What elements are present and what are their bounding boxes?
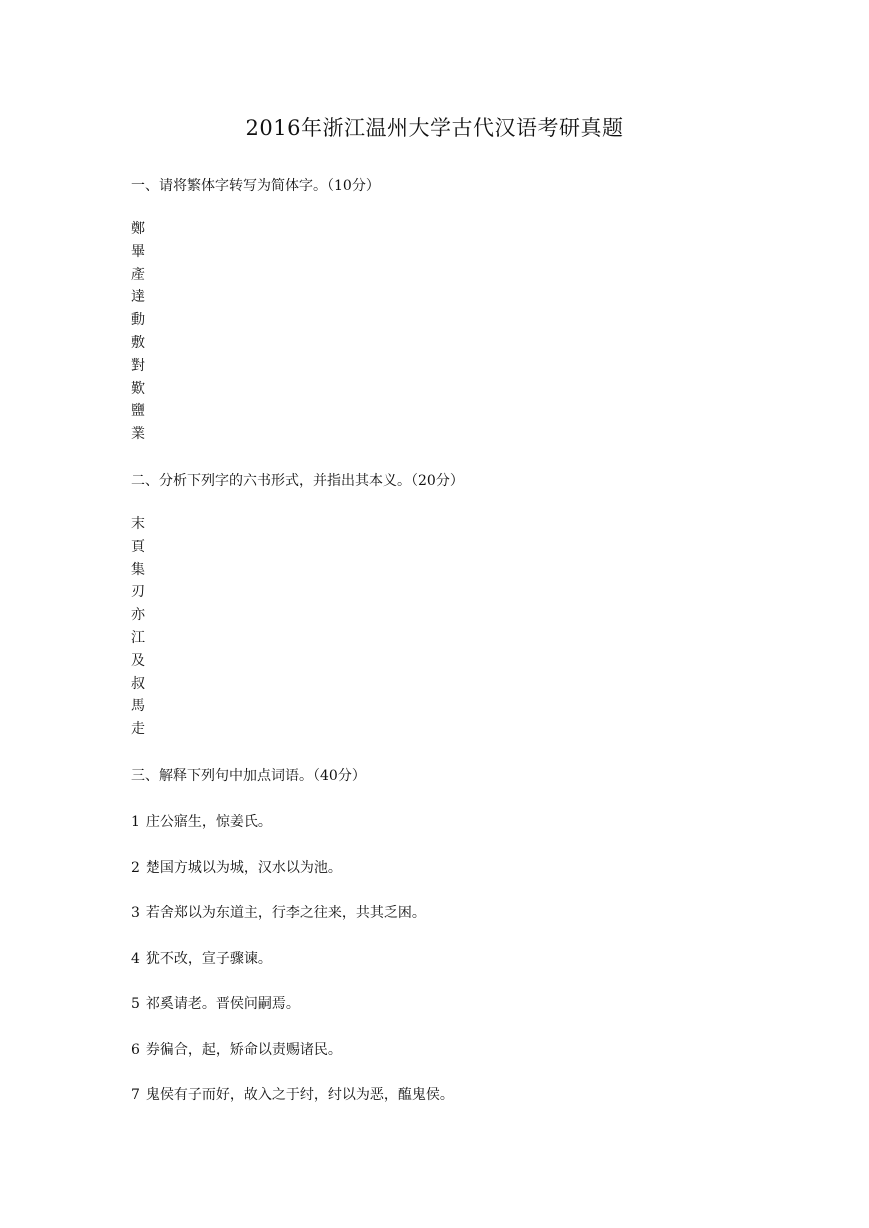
sentence-text: 庄公寤生，惊姜氏。	[145, 814, 272, 830]
sentence-text: 若舍郑以为东道主，行李之往来，共其乏困。	[145, 905, 426, 921]
sentence-item	[131, 858, 454, 904]
section-2-char-list	[131, 513, 145, 741]
sentence-number: 1	[131, 814, 140, 830]
list-item: 及	[131, 652, 145, 669]
list-item: 對	[131, 357, 145, 374]
sentence-text: 楚国方城以为城，汉水以为池。	[145, 859, 342, 876]
list-item: 集	[131, 561, 145, 578]
sentence-item	[131, 949, 454, 995]
sentence-number: 6	[131, 1041, 140, 1058]
list-item: 頁	[131, 538, 145, 555]
section-1-heading: 一、请将繁体字转写为简体字。（10分）	[131, 178, 380, 194]
list-item: 馬	[131, 698, 145, 715]
list-item: 歎	[131, 380, 145, 397]
sentence-item	[131, 1085, 454, 1131]
sentence-item	[131, 1040, 454, 1086]
list-item: 畢	[131, 243, 145, 260]
sentence-number: 2	[131, 859, 140, 876]
sentence-number: 3	[131, 905, 140, 921]
sentence-text: 祁奚请老。晋侯问嗣焉。	[145, 996, 300, 1012]
list-item: 亦	[131, 607, 145, 624]
section-1-char-list	[131, 218, 145, 446]
section-2-heading: 二、分析下列字的六书形式，并指出其本义。（20分）	[131, 473, 464, 489]
sentence-item	[131, 994, 454, 1040]
list-item: 走	[131, 721, 145, 738]
list-item: 敷	[131, 334, 145, 351]
list-item: 江	[131, 629, 145, 646]
list-item: 鄭	[131, 221, 145, 237]
sentence-item	[131, 903, 454, 949]
list-item: 產	[131, 266, 145, 283]
list-item: 業	[131, 426, 145, 443]
section-3-heading: 三、解释下列句中加点词语。（40分）	[131, 768, 366, 784]
list-item: 刃	[131, 584, 145, 601]
sentence-number: 4	[131, 950, 140, 967]
list-item: 鹽	[131, 403, 145, 420]
list-item: 叔	[131, 675, 145, 692]
list-item: 末	[131, 516, 145, 532]
sentence-text: 犹不改，宣子骤谏。	[145, 950, 272, 967]
section-3-sentence-list	[131, 812, 454, 1131]
sentence-text: 券徧合，起，矫命以责赐诸民。	[145, 1041, 342, 1058]
sentence-text: 鬼侯有子而好，故入之于纣，纣以为恶，醢鬼侯。	[145, 1087, 454, 1103]
sentence-number: 7	[131, 1087, 140, 1103]
document-title: 2016年浙江温州大学古代汉语考研真题	[245, 116, 624, 140]
sentence-number: 5	[131, 996, 140, 1012]
list-item: 達	[131, 289, 145, 306]
list-item: 動	[131, 312, 145, 329]
sentence-item	[131, 812, 454, 858]
